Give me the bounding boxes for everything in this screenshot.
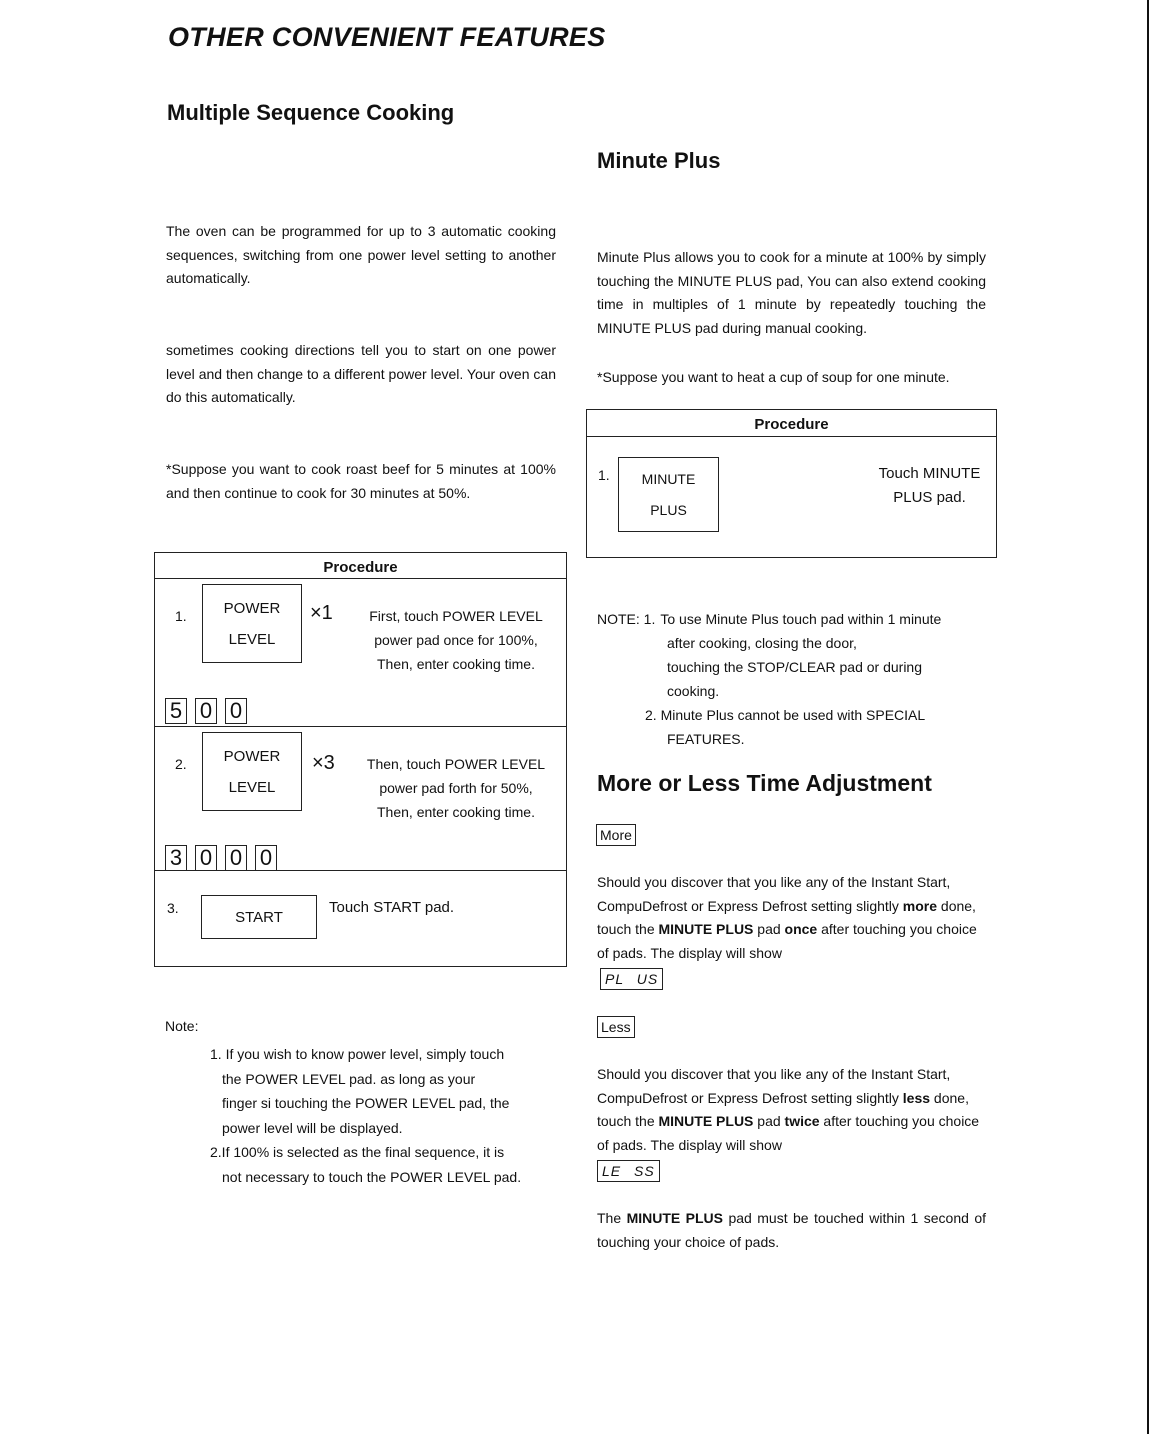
desc-line: Then, touch POWER LEVEL xyxy=(366,756,546,772)
press-count: ×3 xyxy=(312,752,335,774)
note-line: cooking. xyxy=(667,683,720,699)
note-line: touching the STOP/CLEAR pad or during xyxy=(667,659,923,675)
note-line: 2. Minute Plus cannot be used with SPECIAL xyxy=(645,707,926,723)
pad-label-line2: LEVEL xyxy=(228,630,276,648)
pad-label: START xyxy=(235,908,283,926)
minute-plus-heading: Minute Plus xyxy=(597,148,721,173)
display-digit: 0 xyxy=(225,845,247,871)
note-line: not necessary to touch the POWER LEVEL pad. xyxy=(222,1168,522,1185)
more-label: More xyxy=(596,824,636,846)
note-line: power level will be displayed. xyxy=(222,1119,403,1136)
display-pl-us: PL US xyxy=(600,968,663,990)
note-label: NOTE: 1. xyxy=(597,611,656,627)
less-label: Less xyxy=(597,1016,635,1038)
left-procedure-box xyxy=(154,552,567,967)
time-adjustment-heading: More or Less Time Adjustment xyxy=(597,770,932,796)
more-adjust-text xyxy=(597,871,986,965)
display-digit: 3 xyxy=(165,845,187,871)
left-note-list xyxy=(210,1042,521,1189)
display-digit: 0 xyxy=(225,698,247,724)
desc-line: Then, enter cooking time. xyxy=(377,656,535,672)
desc-line: First, touch POWER LEVEL xyxy=(369,608,543,624)
display-le-ss: LE SS xyxy=(597,1160,660,1182)
right-procedure-box xyxy=(586,409,997,558)
multiple-sequence-example: *Suppose you want to cook roast beef for 5 minutes at 100% and then continue to cook for 30 minutes at 50%. xyxy=(166,461,556,501)
display-digit: 0 xyxy=(195,845,217,871)
divider xyxy=(155,578,566,579)
minute-plus-example: *Suppose you want to heat a cup of soup for one minute. xyxy=(597,369,950,385)
text-run: Should you discover that you like any of the Instant Start, CompuDefrost or Express Defrost setting slightly xyxy=(597,1066,951,1106)
step-number: 1. xyxy=(175,608,187,624)
multiple-sequence-intro: The oven can be programmed for up to 3 automatic cooking sequences, switching from one power level setting to another automatically. xyxy=(166,223,556,286)
divider xyxy=(155,870,566,871)
note-line: To use Minute Plus touch pad within 1 minute xyxy=(660,611,942,627)
display-digit: 0 xyxy=(195,698,217,724)
text-run: after touching you choice of pads. The display will show xyxy=(597,1113,980,1153)
note-line: FEATURES. xyxy=(667,731,745,747)
text-run: The xyxy=(597,1210,627,1226)
text-run: done, touch the xyxy=(597,1089,969,1129)
minute-plus-step-description xyxy=(867,462,992,510)
right-note xyxy=(597,607,941,751)
divider xyxy=(587,436,996,437)
text-run: after touching you choice of pads. The display will show xyxy=(597,921,977,961)
procedure-header: Procedure xyxy=(754,416,829,433)
pad-label-line2: PLUS xyxy=(650,501,687,518)
text-run: pad xyxy=(753,921,785,937)
power-level-pad xyxy=(202,584,302,663)
step3-description: Touch START pad. xyxy=(329,899,455,916)
display-readout-3000 xyxy=(165,845,277,871)
desc-line: PLUS pad. xyxy=(893,489,966,506)
emphasis: MINUTE PLUS xyxy=(658,921,754,937)
step1-description xyxy=(355,604,557,676)
desc-line: power pad once for 100%, xyxy=(374,632,538,648)
page-edge-line xyxy=(1147,0,1149,1434)
display-digit: 0 xyxy=(255,845,277,871)
emphasis: MINUTE PLUS xyxy=(626,1210,724,1226)
emphasis: twice xyxy=(784,1113,820,1129)
multiple-sequence-heading: Multiple Sequence Cooking xyxy=(167,100,455,125)
press-count: ×1 xyxy=(310,602,333,624)
minute-plus-timing-note xyxy=(597,1207,986,1254)
note-line: finger si touching the POWER LEVEL pad, the xyxy=(222,1095,510,1111)
start-pad xyxy=(201,895,317,939)
note-line: after cooking, closing the door, xyxy=(667,635,857,651)
desc-line: Touch MINUTE xyxy=(878,465,981,482)
text-run: Should you discover that you like any of the Instant Start, CompuDefrost or Express Defrost setting slightly xyxy=(597,874,951,914)
divider xyxy=(155,726,566,727)
emphasis: less xyxy=(902,1089,931,1106)
note-line: 2.If 100% is selected as the final sequence, it is xyxy=(210,1144,505,1160)
minute-plus-intro: Minute Plus allows you to cook for a minute at 100% by simply touching the MINUTE PLUS pad, You can also extend cooking time in multiples of 1 minute by repeatedly touching the MINUTE PLUS pad during manual cooking. xyxy=(597,249,986,336)
text-run: pad xyxy=(753,1113,785,1129)
power-level-pad xyxy=(202,732,302,811)
pad-label-line1: POWER xyxy=(223,599,281,617)
display-readout-500 xyxy=(165,698,247,724)
note-label: Note: xyxy=(165,1018,199,1034)
step-number: 2. xyxy=(175,756,187,772)
minute-plus-pad xyxy=(618,457,719,532)
text-run: done, touch the xyxy=(597,897,976,937)
desc-line: power pad forth for 50%, xyxy=(379,780,533,796)
step-number: 1. xyxy=(598,467,610,483)
emphasis: once xyxy=(784,921,818,937)
multiple-sequence-explain: sometimes cooking directions tell you to start on one power level and then change to a different power level. Your oven can do this automatically. xyxy=(166,342,556,405)
page-title: OTHER CONVENIENT FEATURES xyxy=(168,22,606,52)
emphasis: more xyxy=(902,897,938,914)
less-adjust-text xyxy=(597,1063,986,1157)
display-digit: 5 xyxy=(165,698,187,724)
note-line: 1. If you wish to know power level, simply touch xyxy=(210,1046,505,1062)
emphasis: MINUTE PLUS xyxy=(658,1113,754,1129)
desc-line: Then, enter cooking time. xyxy=(377,804,535,820)
text-run: pad must be touched within 1 second of touching your choice of pads. xyxy=(597,1210,987,1250)
step-number: 3. xyxy=(167,900,179,916)
note-line: the POWER LEVEL pad. as long as your xyxy=(222,1070,476,1087)
pad-label-line1: POWER xyxy=(223,747,281,765)
step2-description xyxy=(351,752,561,824)
procedure-header: Procedure xyxy=(323,559,398,576)
pad-label-line1: MINUTE xyxy=(641,470,696,487)
pad-label-line2: LEVEL xyxy=(228,778,276,796)
